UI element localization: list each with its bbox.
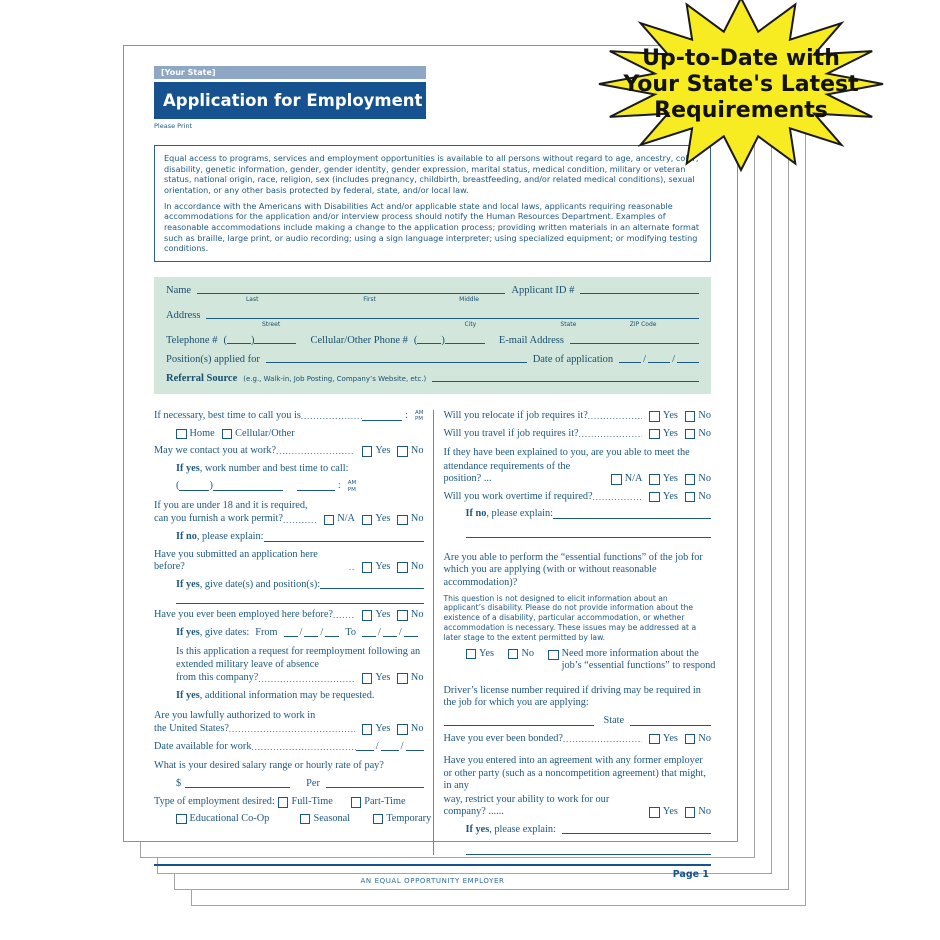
if-yes-label: If yes bbox=[176, 462, 200, 474]
equal-opportunity-text: AN EQUAL OPPORTUNITY EMPLOYER bbox=[360, 877, 505, 886]
na-option bbox=[611, 473, 642, 486]
work-area-field bbox=[179, 489, 209, 491]
date-field bbox=[383, 635, 397, 637]
overtime-question: Will you work overtime if required? bbox=[443, 490, 593, 502]
checkbox-icon bbox=[685, 492, 696, 503]
colon: : bbox=[405, 410, 408, 422]
email-label: E-mail Address bbox=[498, 335, 564, 347]
overtime-row bbox=[444, 491, 712, 504]
attendance-line1: If they have been explained to you, are you able to meet the bbox=[443, 447, 690, 459]
dates-positions-field bbox=[320, 587, 423, 589]
best-time-row bbox=[154, 410, 424, 423]
dotted-leader bbox=[283, 515, 317, 526]
contact-at-work-question: May we contact you at work? bbox=[154, 445, 277, 457]
sublabel-street: Street bbox=[261, 321, 281, 329]
checkbox-icon bbox=[278, 797, 289, 808]
under-18-row bbox=[154, 513, 424, 526]
checkbox-icon bbox=[685, 429, 696, 440]
travel-row bbox=[444, 428, 712, 441]
per-field bbox=[326, 786, 424, 788]
home-option bbox=[176, 428, 215, 441]
sublabel-city: City bbox=[464, 321, 477, 329]
yes-option bbox=[649, 473, 677, 486]
need-more-line2: job’s “essential functions” to respond bbox=[561, 660, 716, 672]
paren: ( bbox=[223, 335, 227, 347]
employed-before-row bbox=[154, 609, 424, 622]
date-of-application-label: Date of application bbox=[532, 354, 614, 366]
dotted-leader bbox=[593, 492, 643, 503]
best-time-field bbox=[362, 419, 402, 421]
under-18-question bbox=[154, 500, 424, 526]
date-available-question: Date available for work bbox=[154, 740, 252, 752]
no-option bbox=[397, 445, 423, 458]
reemployment-row bbox=[176, 672, 424, 685]
if-no-label: If no bbox=[465, 508, 487, 520]
full-time-option bbox=[278, 796, 351, 809]
additional-info-text: , additional information may be requested. bbox=[199, 689, 375, 701]
no-option bbox=[397, 513, 423, 526]
phone-type-options bbox=[176, 428, 424, 441]
checkbox-icon bbox=[685, 734, 696, 745]
educational-coop-option bbox=[176, 813, 300, 826]
yes-label: Yes bbox=[375, 672, 391, 684]
page-number: Page 1 bbox=[672, 869, 709, 881]
address-label: Address bbox=[166, 310, 201, 322]
contact-at-work-row bbox=[154, 445, 424, 458]
date-field bbox=[406, 749, 424, 751]
no-label: No bbox=[410, 723, 424, 735]
noncompete-row bbox=[444, 794, 712, 819]
relocate-question: Will you relocate if job requires it? bbox=[443, 410, 588, 422]
paren: ) bbox=[441, 335, 445, 347]
yes-option bbox=[362, 609, 390, 622]
attendance-question bbox=[444, 447, 712, 486]
pm-label: PM bbox=[347, 486, 356, 493]
employment-type-label: Type of employment desired: bbox=[154, 796, 275, 808]
sublabel-last: Last bbox=[245, 296, 259, 304]
bonded-row bbox=[444, 733, 712, 746]
yes-label: Yes bbox=[662, 806, 678, 818]
checkbox-icon bbox=[649, 429, 660, 440]
checkbox-icon bbox=[548, 650, 559, 661]
left-column bbox=[154, 410, 433, 855]
bonded-question: Have you ever been bonded? bbox=[443, 732, 564, 744]
checkbox-icon bbox=[362, 610, 373, 621]
am-pm-label bbox=[348, 480, 357, 493]
checkbox-icon bbox=[176, 429, 187, 440]
yes-label: Yes bbox=[662, 410, 678, 422]
dotted-leader bbox=[276, 446, 355, 457]
checkbox-icon bbox=[324, 515, 335, 526]
no-option bbox=[685, 473, 711, 486]
work-number-field bbox=[213, 489, 283, 491]
no-option bbox=[397, 723, 423, 736]
explain-text: , please explain: bbox=[489, 823, 556, 835]
date-field bbox=[404, 635, 418, 637]
telephone-field bbox=[254, 342, 296, 344]
na-label: N/A bbox=[337, 513, 355, 525]
checkbox-icon bbox=[649, 474, 660, 485]
checkbox-icon bbox=[362, 673, 373, 684]
no-option bbox=[685, 733, 711, 746]
submitted-question: Have you submitted an application here before? bbox=[154, 548, 318, 573]
if-yes-label: If yes bbox=[176, 578, 200, 590]
date-field bbox=[619, 361, 641, 363]
referral-hint: (e.g., Walk-in, Job Posting, Company’s Website, etc.) bbox=[243, 374, 427, 383]
yes-option bbox=[466, 648, 494, 661]
lawful-line2: the United States? bbox=[154, 723, 229, 735]
essential-functions-note: This question is not designed to elicit information about an applicant’s disability. Please do not provide information about the existence of a disability, particular accommodation, or whether accommodation is necessary. These issues may be addressed at a later stage to the extent permitted by law. bbox=[443, 593, 697, 642]
dotted-leader bbox=[579, 429, 643, 440]
explain-field bbox=[264, 540, 424, 542]
explain-text: , please explain: bbox=[196, 531, 264, 543]
best-time-question: If necessary, best time to call you is bbox=[154, 410, 301, 422]
checkbox-icon bbox=[397, 610, 408, 621]
yes-option bbox=[362, 723, 390, 736]
referral-row bbox=[166, 373, 699, 384]
yes-label: Yes bbox=[375, 561, 391, 573]
notice-paragraph-2: In accordance with the Americans with Disabilities Act and/or applicable state and local laws, applicants requiring reasonable accommodations for the application and/or interview process should notify the Human Resources Department. Examples of reasonable accommodations include making a change to the application process; providing written materials in an alternate format such as braille, large print, or audio recording; using a sign language interpreter; using specialized equipment; or modifying testing conditions. bbox=[164, 200, 700, 254]
checkbox-icon bbox=[397, 446, 408, 457]
additional-info-note bbox=[176, 690, 424, 703]
name-label: Name bbox=[166, 285, 192, 297]
attendance-tail: attendance requirements of the position? ... bbox=[443, 460, 571, 485]
under-18-line2: can you furnish a work permit? bbox=[154, 513, 283, 525]
badge-text-line2: Your State's Latest bbox=[623, 72, 859, 97]
dotted-leader bbox=[301, 411, 362, 422]
reemployment-question bbox=[176, 646, 424, 685]
position-field bbox=[266, 361, 527, 363]
blank-write-line bbox=[466, 842, 712, 855]
per-label: Per bbox=[306, 777, 320, 789]
noncompete-text: Have you entered into an agreement with any former employer or other party (such as a noncompetition agreement) that might, in any bbox=[443, 755, 706, 792]
dollar-label: $ bbox=[176, 777, 182, 789]
paren: ( bbox=[176, 480, 180, 492]
checkbox-icon bbox=[362, 446, 373, 457]
yes-label: Yes bbox=[375, 723, 391, 735]
checkbox-icon bbox=[649, 807, 660, 818]
checkbox-icon bbox=[373, 814, 384, 825]
checkbox-icon bbox=[466, 649, 477, 660]
badge-text-line1: Up-to-Date with bbox=[642, 46, 840, 71]
dotted-leader bbox=[258, 674, 355, 685]
part-time-label: Part-Time bbox=[364, 796, 406, 808]
paren: ) bbox=[250, 335, 255, 347]
lawfully-authorized-question bbox=[154, 710, 424, 736]
employment-type-row1 bbox=[154, 796, 424, 809]
no-option bbox=[685, 410, 711, 423]
page-footer bbox=[154, 866, 711, 888]
employment-type-row2 bbox=[154, 812, 432, 826]
cellular-label: Cellular/Other Phone # bbox=[310, 335, 408, 347]
date-field bbox=[304, 635, 318, 637]
sublabel-first: First bbox=[363, 296, 376, 304]
no-option bbox=[685, 428, 711, 441]
employed-before-question: Have you ever been employed here before? bbox=[154, 609, 333, 621]
explain-field bbox=[562, 832, 711, 834]
cellular-field bbox=[445, 342, 485, 344]
seasonal-option bbox=[300, 813, 373, 826]
temporary-label: Temporary bbox=[386, 812, 432, 824]
no-label: No bbox=[410, 672, 424, 684]
address-sublabels bbox=[166, 321, 699, 329]
starburst-badge bbox=[595, 0, 887, 174]
phone-email-row bbox=[166, 335, 699, 346]
slash: / bbox=[398, 626, 402, 638]
date-field bbox=[356, 749, 374, 751]
referral-field bbox=[432, 380, 699, 382]
no-label: No bbox=[698, 410, 711, 422]
date-field bbox=[325, 635, 339, 637]
reemployment-tail: from this company? bbox=[176, 672, 259, 684]
checkbox-icon bbox=[508, 649, 519, 660]
state-field bbox=[630, 724, 711, 726]
checkbox-icon bbox=[351, 797, 362, 808]
notice-paragraph-1: Equal access to programs, services and employment opportunities is available to all persons without regard to age, ancestry, color, disability, genetic information, gender, gender identity, gender expression, marital status, medical condition, military or veteran status, national origin, race, religion, sex (includes pregnancy, childbirth, breastfeeding, and/or related medical conditions), sexual orientation, or any other basis protected by federal, state, and/or local law. bbox=[164, 153, 699, 196]
no-option bbox=[397, 609, 423, 622]
lawful-row bbox=[154, 723, 424, 736]
need-more-info-option bbox=[548, 648, 715, 673]
checkbox-icon bbox=[397, 562, 408, 573]
checkbox-icon bbox=[685, 474, 696, 485]
full-time-label: Full-Time bbox=[291, 796, 333, 808]
question-columns bbox=[154, 410, 716, 855]
if-yes-label: If yes bbox=[465, 823, 490, 835]
yes-option bbox=[649, 428, 677, 441]
yes-option bbox=[649, 733, 677, 746]
no-label: No bbox=[521, 647, 535, 659]
if-no-explain-row bbox=[466, 508, 712, 521]
date-field bbox=[381, 749, 399, 751]
referral-label: Referral Source bbox=[166, 373, 238, 385]
dotted-leader bbox=[563, 734, 642, 745]
slash: / bbox=[400, 740, 404, 752]
pm-label: PM bbox=[414, 416, 424, 423]
yes-option bbox=[649, 410, 677, 423]
name-field bbox=[197, 292, 505, 294]
name-row bbox=[166, 285, 699, 296]
yes-option bbox=[649, 806, 677, 819]
home-label: Home bbox=[189, 427, 215, 439]
yes-option bbox=[362, 561, 390, 574]
no-option bbox=[397, 561, 423, 574]
no-option bbox=[685, 491, 711, 504]
attendance-row bbox=[444, 461, 712, 486]
yes-label: Yes bbox=[375, 445, 391, 457]
checkbox-icon bbox=[222, 429, 233, 440]
na-label: N/A bbox=[624, 473, 643, 485]
if-yes-label: If yes bbox=[176, 689, 200, 701]
slash: / bbox=[378, 626, 381, 638]
page-title: Application for Employment bbox=[154, 82, 426, 119]
no-option bbox=[508, 648, 534, 661]
drivers-license-question: Driver’s license number required if driving may be required in the job for which you are applying: bbox=[443, 684, 701, 709]
yes-label: Yes bbox=[662, 473, 678, 485]
date-field bbox=[362, 635, 376, 637]
checkbox-icon bbox=[649, 411, 660, 422]
sublabel-zip: ZIP Code bbox=[629, 321, 657, 329]
yes-option bbox=[362, 672, 390, 685]
reemployment-text: Is this application a request for reemployment following an extended military leave of absence bbox=[176, 646, 421, 670]
date-field bbox=[648, 361, 670, 363]
address-field bbox=[206, 317, 699, 319]
applicant-id-label: Applicant ID # bbox=[511, 285, 575, 297]
telephone-label: Telephone # bbox=[166, 335, 218, 347]
no-label: No bbox=[410, 445, 424, 457]
to-label: To bbox=[345, 626, 357, 638]
slash: / bbox=[299, 626, 303, 638]
no-label: No bbox=[698, 427, 711, 439]
state-tag-bar: [Your State] bbox=[154, 66, 426, 79]
license-number-field bbox=[444, 724, 594, 726]
explain-text: , please explain: bbox=[486, 508, 554, 520]
am-label: AM bbox=[347, 480, 357, 487]
dotted-leader bbox=[349, 562, 355, 573]
if-yes-explain-row bbox=[466, 824, 712, 837]
if-no-explain-row bbox=[176, 531, 424, 544]
dotted-leader bbox=[333, 610, 355, 621]
educational-coop-label: Educational Co-Op bbox=[189, 812, 270, 824]
yes-option bbox=[649, 491, 677, 504]
slash: / bbox=[375, 740, 379, 752]
submitted-before-row bbox=[154, 549, 424, 574]
travel-question: Will you travel if job requires it? bbox=[443, 427, 579, 439]
am-pm-label bbox=[415, 410, 424, 423]
badge-text-line3: Requirements bbox=[654, 98, 828, 123]
part-time-option bbox=[351, 796, 424, 809]
yes-label: Yes bbox=[662, 490, 678, 502]
position-row bbox=[166, 354, 699, 365]
checkbox-icon bbox=[176, 814, 187, 825]
no-label: No bbox=[698, 806, 711, 818]
date-available-row bbox=[154, 741, 424, 754]
yes-label: Yes bbox=[662, 732, 678, 744]
am-label: AM bbox=[414, 410, 424, 417]
paren: ( bbox=[413, 335, 418, 347]
right-column bbox=[433, 410, 716, 855]
under-18-line1: If you are under 18 and it is required, bbox=[154, 499, 308, 511]
salary-field bbox=[185, 786, 290, 788]
relocate-row bbox=[444, 410, 712, 423]
email-field bbox=[570, 342, 699, 344]
applicant-identity-panel bbox=[154, 277, 711, 394]
work-number-row bbox=[176, 480, 424, 493]
please-print-note: Please Print bbox=[154, 122, 193, 130]
yes-label: Yes bbox=[375, 609, 391, 621]
work-number-text: , work number and best time to call: bbox=[199, 462, 349, 474]
sublabel-state: State bbox=[560, 321, 577, 329]
work-time-field bbox=[297, 489, 335, 491]
give-dates-text: , give dates: bbox=[199, 626, 250, 638]
need-more-line1: Need more information about the bbox=[561, 647, 699, 659]
no-option bbox=[397, 672, 423, 685]
checkbox-icon bbox=[300, 814, 311, 825]
checkbox-icon bbox=[685, 411, 696, 422]
yes-label: Yes bbox=[479, 647, 494, 659]
work-number-note bbox=[176, 463, 424, 476]
essential-options-row bbox=[466, 647, 716, 673]
checkbox-icon bbox=[397, 724, 408, 735]
yes-option bbox=[362, 445, 390, 458]
slash: / bbox=[643, 354, 647, 366]
if-no-label: If no bbox=[176, 531, 197, 543]
explain-field bbox=[553, 517, 711, 519]
salary-question: What is your desired salary range or hourly rate of pay? bbox=[154, 760, 384, 772]
no-label: No bbox=[698, 732, 711, 744]
employment-dates-row bbox=[176, 627, 424, 640]
yes-option bbox=[362, 513, 390, 526]
no-option bbox=[685, 806, 711, 819]
colon: : bbox=[337, 480, 341, 492]
checkbox-icon bbox=[649, 734, 660, 745]
dotted-leader bbox=[252, 742, 356, 753]
cellular-other-label: Cellular/Other bbox=[235, 427, 295, 439]
dates-positions-text: , give date(s) and position(s): bbox=[199, 578, 321, 590]
paren: ) bbox=[209, 480, 213, 492]
slash: / bbox=[320, 626, 324, 638]
na-option bbox=[324, 513, 355, 526]
dates-positions-row bbox=[176, 579, 424, 592]
seasonal-label: Seasonal bbox=[313, 812, 351, 824]
license-row bbox=[444, 715, 712, 728]
noncompete-tail: way, restrict your ability to work for our company? ...... bbox=[443, 793, 610, 818]
essential-functions-question: Are you able to perform the “essential functions” of the job for which you are applying (with or without reasonable accommodation)? bbox=[443, 551, 703, 588]
date-field bbox=[284, 635, 298, 637]
checkbox-icon bbox=[362, 515, 373, 526]
date-field bbox=[677, 361, 699, 363]
telephone-area-field bbox=[227, 342, 251, 344]
checkbox-icon bbox=[397, 515, 408, 526]
no-label: No bbox=[410, 609, 424, 621]
yes-label: Yes bbox=[375, 513, 391, 525]
checkbox-icon bbox=[362, 562, 373, 573]
no-label: No bbox=[410, 561, 424, 573]
checkbox-icon bbox=[397, 673, 408, 684]
dotted-leader bbox=[588, 411, 643, 422]
state-label: State bbox=[603, 715, 625, 726]
sublabel-middle: Middle bbox=[459, 296, 479, 304]
if-yes-label: If yes bbox=[176, 626, 200, 638]
applicant-id-field bbox=[580, 292, 699, 294]
cellular-area-field bbox=[417, 342, 441, 344]
yes-label: Yes bbox=[662, 427, 678, 439]
from-label: From bbox=[255, 626, 278, 638]
slash: / bbox=[672, 354, 675, 366]
no-label: No bbox=[410, 513, 424, 525]
checkbox-icon bbox=[611, 474, 622, 485]
checkbox-icon bbox=[362, 724, 373, 735]
blank-write-line bbox=[176, 591, 424, 604]
address-row bbox=[166, 310, 699, 321]
cellular-other-option bbox=[222, 428, 295, 441]
no-label: No bbox=[698, 490, 711, 502]
position-label: Position(s) applied for bbox=[166, 354, 260, 366]
salary-row bbox=[176, 778, 424, 791]
name-sublabels bbox=[166, 296, 699, 304]
lawful-line1: Are you lawfully authorized to work in bbox=[154, 709, 316, 721]
noncompete-question bbox=[444, 755, 712, 819]
checkbox-icon bbox=[649, 492, 660, 503]
checkbox-icon bbox=[685, 807, 696, 818]
blank-write-line bbox=[466, 525, 712, 538]
no-label: No bbox=[698, 473, 711, 485]
dotted-leader bbox=[229, 724, 355, 735]
